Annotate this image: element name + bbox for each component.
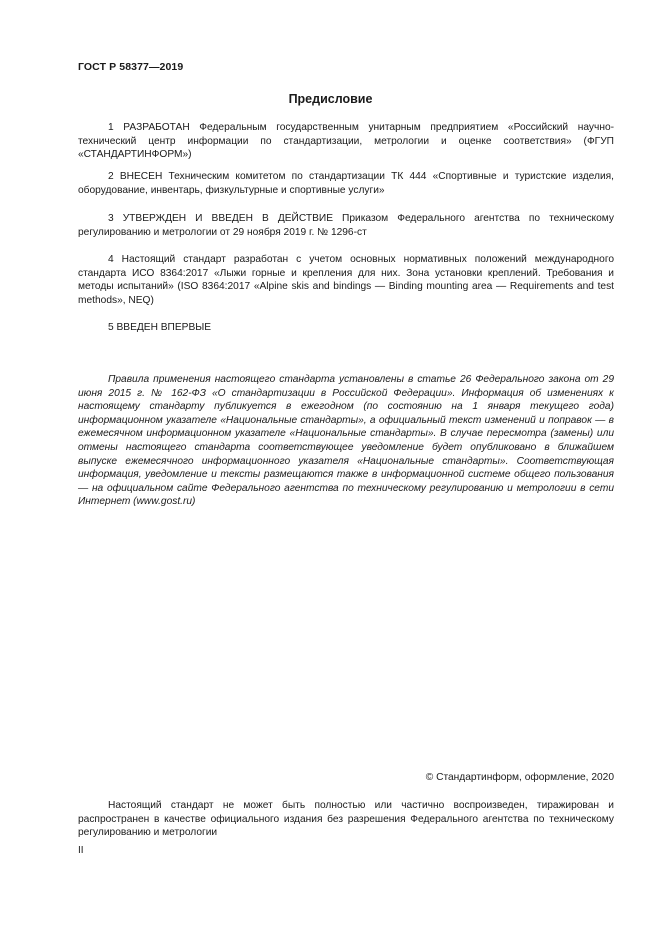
preface-item-3: 3 УТВЕРЖДЕН И ВВЕДЕН В ДЕЙСТВИЕ Приказом Федерального агентства по техническому регулированию и метрологии от 29 ноября 2019 г. № 1296-ст <box>78 213 614 238</box>
document-header: ГОСТ Р 58377—2019 <box>78 61 184 73</box>
reproduction-note: Настоящий стандарт не может быть полностью или частично воспроизведен, тиражирован и распространен в качестве официального издания без разрешения Федерального агентства по техническому регулированию и метрологии <box>78 800 614 839</box>
preface-item-1: 1 РАЗРАБОТАН Федеральным государственным унитарным предприятием «Российский научно-технический центр информации по стандартизации, метрологии и оценке соответствия» (ФГУП «СТАНДАРТИНФОРМ») <box>78 122 614 161</box>
page-number: II <box>78 845 84 856</box>
preface-item-5: 5 ВВЕДЕН ВПЕРВЫЕ <box>108 322 212 333</box>
copyright-line: © Стандартинформ, оформление, 2020 <box>425 772 614 783</box>
page-title: Предисловие <box>288 92 373 106</box>
rules-note: Правила применения настоящего стандарта установлены в статье 26 Федерального закона от 29 июня 2015 г. № 162-ФЗ «О стандартизации в Российской Федерации». Информация об изменениях к настоящему стандарту публикуется в ежегодном (по состоянию на 1 января текущего года) информационном указателе «Национальные стандарты», а официальный текст изменений и поправок — в ежемесячном информационном указателе «Национальные стандарты». В случае пересмотра (замены) или отмены настоящего стандарта соответствующее уведомление будет опубликовано в ближайшем выпуске ежемесячного информационного указателя «Национальные стандарты». Соответствующая информация, уведомление и тексты размещаются также в информационной системе общего пользования — на официальном сайте Федерального агентства по техническому регулированию и метрологии в сети Интернет (www.gost.ru) <box>78 374 614 508</box>
preface-item-4: 4 Настоящий стандарт разработан с учетом основных нормативных положений международного стандарта ИСО 8364:2017 «Лыжи горные и крепления для них. Зона установки креплений. Требования и методы испытаний» (ISO 8364:2017 «Alpine skis and bindings — Binding mounting area — Requirements and test methods», NEQ) <box>78 254 614 306</box>
preface-item-2: 2 ВНЕСЕН Техническим комитетом по стандартизации ТК 444 «Спортивные и туристские изделия, оборудование, инвентарь, физкультурные и спортивные услуги» <box>78 171 614 196</box>
